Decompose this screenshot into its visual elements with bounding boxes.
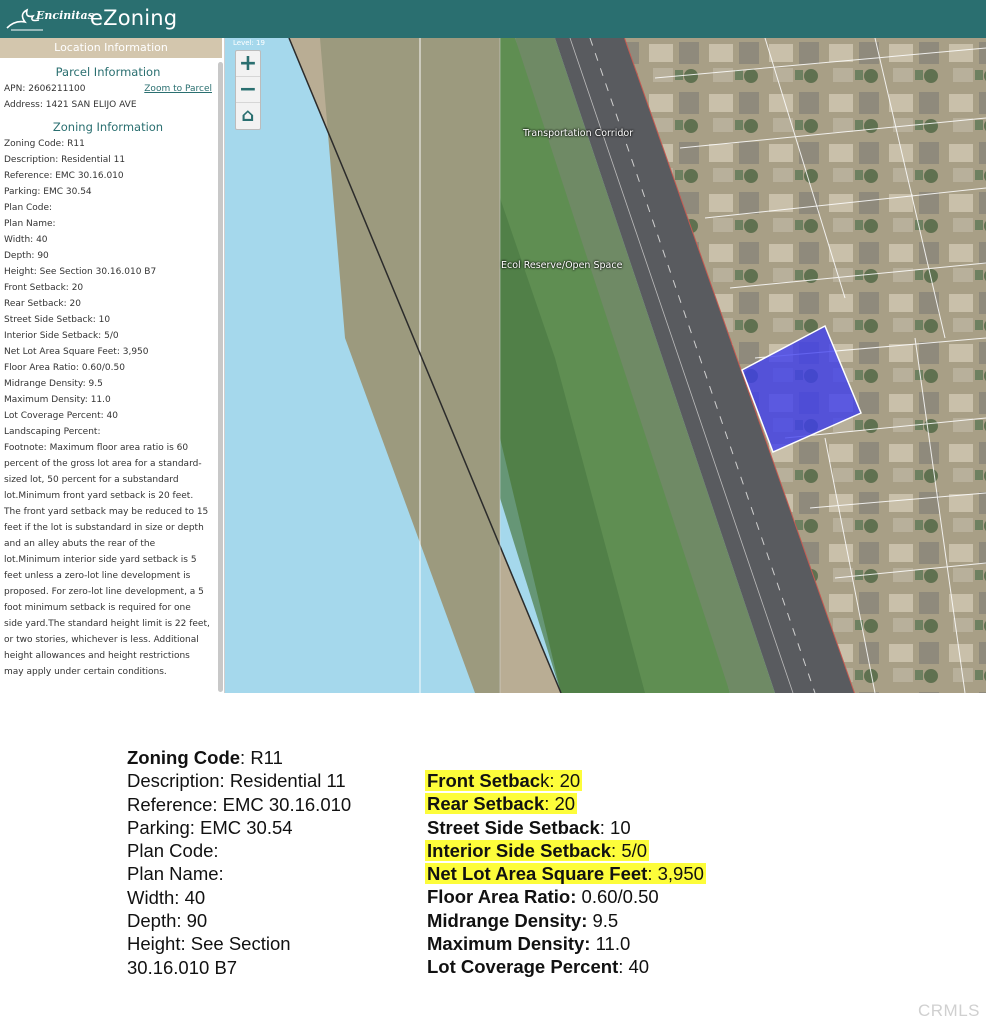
summary-line [127, 816, 351, 839]
summary-label: Parking: EMC 30.54 [127, 816, 293, 838]
zoom-out-button[interactable]: − [236, 77, 260, 103]
zoning-row-label: Plan Name: [4, 219, 56, 229]
summary-line [427, 909, 706, 932]
map-label-reserve: Ecol Reserve/Open Space [501, 260, 623, 271]
zoom-in-button[interactable]: + [236, 51, 260, 77]
zoning-row [4, 392, 212, 408]
zoning-row-label: Rear Setback: [4, 299, 67, 309]
summary-line [127, 932, 351, 955]
summary-label: Description: Residential 11 [127, 770, 346, 792]
zoning-row-label: Net Lot Area Square Feet: [4, 347, 120, 357]
summary-line [427, 955, 706, 978]
summary-field [427, 817, 631, 838]
zoning-row-label: Height: [4, 267, 37, 277]
zoning-row [4, 152, 212, 168]
zoning-row [4, 344, 212, 360]
summary-line [427, 862, 706, 885]
zoning-info-list [4, 136, 212, 440]
map-label-corridor: Transportation Corridor [523, 128, 634, 139]
summary-line [127, 909, 351, 932]
zoning-row [4, 312, 212, 328]
zoning-row [4, 376, 212, 392]
map-view[interactable] [225, 38, 986, 693]
zoning-row-value: 40 [36, 235, 48, 245]
footnote [4, 440, 212, 680]
zoning-row-value: Residential 11 [61, 155, 126, 165]
summary-line [427, 792, 706, 815]
location-info-panel [0, 38, 225, 693]
summary-value: : 10 [599, 816, 631, 838]
apn-label: APN: [4, 84, 26, 94]
zoning-row-value: 11.0 [90, 395, 111, 405]
summary-field [427, 933, 630, 954]
zoning-row-value: 5/0 [104, 331, 119, 341]
summary-label: Rear Setback [427, 793, 545, 815]
summary-label-tail: k [540, 770, 550, 791]
zoning-row [4, 408, 212, 424]
zoning-row-value: 20 [69, 299, 81, 309]
summary-line [427, 839, 706, 862]
summary-label: Zoning Code [127, 747, 241, 768]
summary-line [427, 769, 706, 792]
summary-value: : 3,950 [647, 863, 704, 885]
summary-label: Street Side Setback [427, 816, 600, 838]
zoning-row-value: 9.5 [88, 379, 103, 389]
summary-label: Height: See Section [127, 933, 291, 955]
apn-row [4, 81, 212, 97]
zoning-row-label: Interior Side Setback: [4, 331, 102, 341]
highlighted-field [425, 770, 582, 791]
summary-value: : 40 [618, 956, 650, 978]
summary-line [427, 932, 706, 955]
zoning-row-label: Parking: [4, 187, 41, 197]
zoning-row-value: EMC 30.16.010 [55, 171, 124, 181]
zoning-row-label: Depth: [4, 251, 35, 261]
highlighted-field [425, 793, 577, 814]
summary-label: Depth: 90 [127, 910, 208, 932]
summary-field [427, 956, 649, 977]
zoning-row [4, 280, 212, 296]
summary-label: Width: 40 [127, 886, 206, 908]
zoning-row [4, 360, 212, 376]
zoning-row [4, 328, 212, 344]
summary-label: Midrange Density: [427, 909, 588, 931]
address-value: 1421 SAN ELIJO AVE [45, 100, 137, 110]
zoning-row-label: Street Side Setback: [4, 315, 96, 325]
zoning-row-label: Plan Code: [4, 203, 53, 213]
zoom-level-label: Level: 19 [233, 39, 265, 47]
summary-value: : R11 [240, 747, 283, 768]
map-zoom-controls [235, 50, 261, 130]
summary-field [427, 910, 618, 931]
summary-line [127, 956, 351, 979]
summary-line [127, 886, 351, 909]
summary-line [127, 746, 351, 769]
summary-value: : 20 [549, 770, 581, 791]
address-row [4, 97, 212, 113]
zoning-row [4, 232, 212, 248]
zoning-row-value: 3,950 [122, 347, 149, 357]
summary-label: Reference: EMC 30.16.010 [127, 793, 352, 815]
summary-field [427, 886, 659, 907]
summary-label: Floor Area Ratio: [427, 886, 577, 908]
summary-label: Maximum Density: [427, 933, 591, 955]
zoning-row-label: Floor Area Ratio: [4, 363, 79, 373]
summary-label: Lot Coverage Percent [427, 956, 619, 978]
home-icon[interactable]: ⌂ [241, 105, 255, 126]
summary-value: 0.60/0.50 [576, 886, 659, 908]
app-title: eZoning [90, 6, 178, 30]
summary-label: Net Lot Area Square Feet [427, 863, 648, 885]
footnote-label: Footnote: [4, 443, 47, 453]
zoning-row-label: Lot Coverage Percent: [4, 411, 104, 421]
zoning-row-label: Width: [4, 235, 34, 245]
zoning-row-label: Maximum Density: [4, 395, 88, 405]
zoning-row-label: Description: [4, 155, 59, 165]
parcel-info-heading: Parcel Information [55, 65, 161, 79]
zoning-row [4, 216, 212, 232]
footnote-text: Maximum floor area ratio is 60 percent of the gross lot area for a standard-sized lot, 50 percent for a substandard lot.Minimum front yard setback is 20 feet. The front yard setback may be reduced to 15 feet if the lot is substandard in size or depth and an alley abuts the rear of the lot.Minimum interior side yard setback is 5 feet unless a zero-lot line development is proposed. For zero-lot line development, a 5 foot minimum setback is required for one side yard.The standard height limit is 22 feet, or two stories, whichever is less. Additional height allowances and height restrictions may apply under certain conditions. [4, 443, 210, 677]
panel-title: Location Information [0, 38, 222, 58]
summary-value: : 20 [544, 793, 576, 815]
summary-line [127, 862, 351, 885]
zoning-row-value: R11 [67, 139, 85, 149]
summary-line [427, 816, 706, 839]
zoning-row-value: 20 [71, 283, 84, 293]
zoning-row [4, 248, 212, 264]
panel-body [0, 58, 224, 680]
zoning-row-value: 0.60/0.50 [81, 363, 125, 373]
summary-line [127, 769, 351, 792]
zoning-row-label: Reference: [4, 171, 53, 181]
zoning-row [4, 136, 212, 152]
summary-value: : 5/0 [611, 839, 648, 861]
summary-line [127, 793, 351, 816]
zoning-row-value: See Section 30.16.010 B7 [39, 267, 157, 277]
zoning-row-value: 10 [98, 315, 111, 325]
zoning-row-label: Midrange Density: [4, 379, 86, 389]
summary-label: 30.16.010 B7 [127, 956, 238, 978]
zoning-row [4, 296, 212, 312]
crmls-watermark: CRMLS [917, 1001, 980, 1020]
zoning-row-value: 40 [106, 411, 118, 421]
summary-line [127, 839, 351, 862]
zoom-to-parcel-link[interactable]: Zoom to Parcel [144, 84, 212, 94]
summary-line [427, 885, 706, 908]
summary-value: 11.0 [590, 933, 631, 955]
zoning-row-label: Front Setback: [4, 283, 69, 293]
zoning-row [4, 264, 212, 280]
apn-value: 2606211100 [28, 84, 86, 94]
app-header [0, 0, 986, 38]
summary-value: 9.5 [587, 909, 619, 931]
zoning-row [4, 168, 212, 184]
summary-label: Front Setbac [427, 770, 541, 791]
summary-right-column [427, 769, 706, 979]
zoning-row-value: 90 [37, 251, 49, 261]
zoning-row [4, 200, 212, 216]
logo-text: Encinitas [36, 9, 94, 22]
zoning-row [4, 184, 212, 200]
zoning-row-value: EMC 30.54 [43, 187, 92, 197]
summary-label: Plan Name: [127, 863, 224, 885]
summary-label: Interior Side Setback [427, 839, 612, 861]
highlighted-field [425, 840, 649, 861]
zoning-row [4, 424, 212, 440]
highlighted-field [425, 863, 706, 884]
summary-label: Plan Code: [127, 840, 219, 862]
summary-left-column [127, 746, 351, 979]
zoning-row-label: Zoning Code: [4, 139, 65, 149]
panel-scrollbar[interactable] [218, 62, 223, 692]
address-label: Address: [4, 100, 43, 110]
zoning-info-heading: Zoning Information [52, 120, 164, 134]
zoning-row-label: Landscaping Percent: [4, 427, 101, 437]
